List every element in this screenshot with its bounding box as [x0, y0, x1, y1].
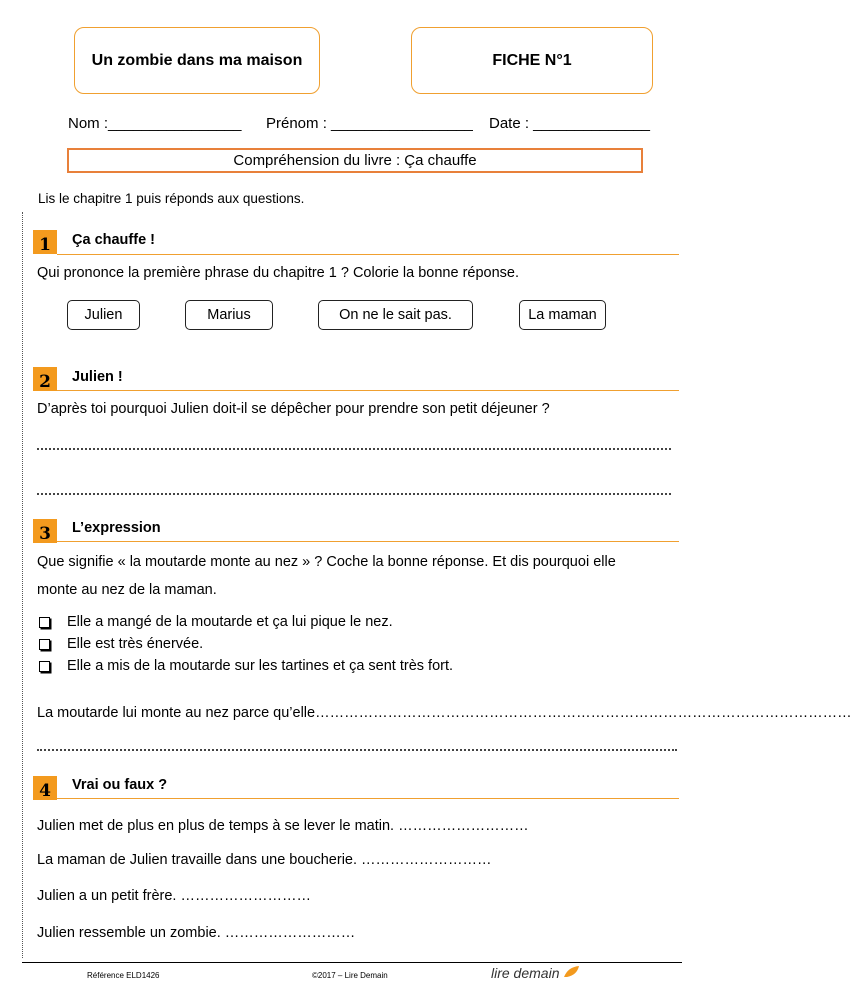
brand-text: lire demain [491, 965, 560, 981]
footer-copyright: ©2017 – Lire Demain [312, 971, 388, 980]
topic-banner-text: Compréhension du livre : Ça chauffe [233, 152, 477, 169]
choice-julien[interactable]: Julien [67, 300, 140, 330]
topic-banner [67, 148, 643, 173]
date-field: Date : ______________ [489, 115, 650, 132]
checkbox-option-2[interactable] [39, 639, 50, 650]
section-3-rule [57, 541, 679, 542]
section-3-number: 3 [33, 519, 57, 543]
section-1-question: Qui prononce la première phrase du chapitre 1 ? Colorie la bonne réponse. [37, 265, 520, 281]
section-4-rule [57, 798, 679, 799]
section-2-rule [57, 390, 679, 391]
section-4-number: 4 [33, 776, 57, 800]
section-1-rule [57, 254, 679, 255]
section-1-number: 1 [33, 230, 57, 254]
choice-la-maman[interactable]: La maman [519, 300, 606, 330]
footer-rule [22, 962, 682, 963]
section-2-title: Julien ! [72, 369, 123, 385]
firstname-field: Prénom : _________________ [266, 115, 473, 132]
brand-leaf-icon [563, 965, 581, 979]
instruction: Lis le chapitre 1 puis réponds aux questions. [38, 191, 305, 206]
sheet-number: FICHE N°1 [492, 51, 572, 69]
brand-logo [491, 965, 581, 981]
statement-2[interactable]: La maman de Julien travaille dans une boucherie. ……………………… [37, 852, 492, 868]
answer-line-1[interactable] [37, 448, 671, 450]
section-2-question: D’après toi pourquoi Julien doit-il se dépêcher pour prendre son petit déjeuner ? [37, 401, 550, 417]
book-title-box [74, 27, 320, 94]
choice-marius[interactable]: Marius [185, 300, 273, 330]
choice-unknown[interactable]: On ne le sait pas. [318, 300, 473, 330]
checkbox-option-1[interactable] [39, 617, 50, 628]
answer-line-3[interactable] [37, 749, 677, 751]
completion-sentence[interactable]: La moutarde lui monte au nez parce qu’elle………………………………………………………………………………………………… [37, 705, 852, 721]
option-3-text: Elle a mis de la moutarde sur les tartines et ça sent très fort. [67, 658, 454, 674]
section-3-question-line1: Que signifie « la moutarde monte au nez » ? Coche la bonne réponse. Et dis pourquoi elle [37, 554, 616, 570]
answer-line-2[interactable] [37, 493, 671, 495]
section-4-title: Vrai ou faux ? [72, 777, 168, 793]
footer-reference: Référence ELD1426 [87, 971, 160, 980]
checkbox-option-3[interactable] [39, 661, 50, 672]
statement-4[interactable]: Julien ressemble un zombie. ……………………… [37, 925, 356, 941]
section-3-question-line2: monte au nez de la maman. [37, 582, 217, 598]
section-2-number: 2 [33, 367, 57, 391]
name-field: Nom :________________ [68, 115, 242, 132]
section-3-title: L’expression [72, 520, 161, 536]
book-title: Un zombie dans ma maison [91, 51, 303, 69]
option-1-text: Elle a mangé de la moutarde et ça lui pique le nez. [67, 614, 393, 630]
statement-3[interactable]: Julien a un petit frère. ……………………… [37, 888, 311, 904]
option-2-text: Elle est très énervée. [67, 636, 204, 652]
left-margin-line [22, 212, 23, 958]
sheet-number-box [411, 27, 653, 94]
section-1-title: Ça chauffe ! [72, 232, 155, 248]
statement-1[interactable]: Julien met de plus en plus de temps à se lever le matin. ……………………… [37, 818, 529, 834]
